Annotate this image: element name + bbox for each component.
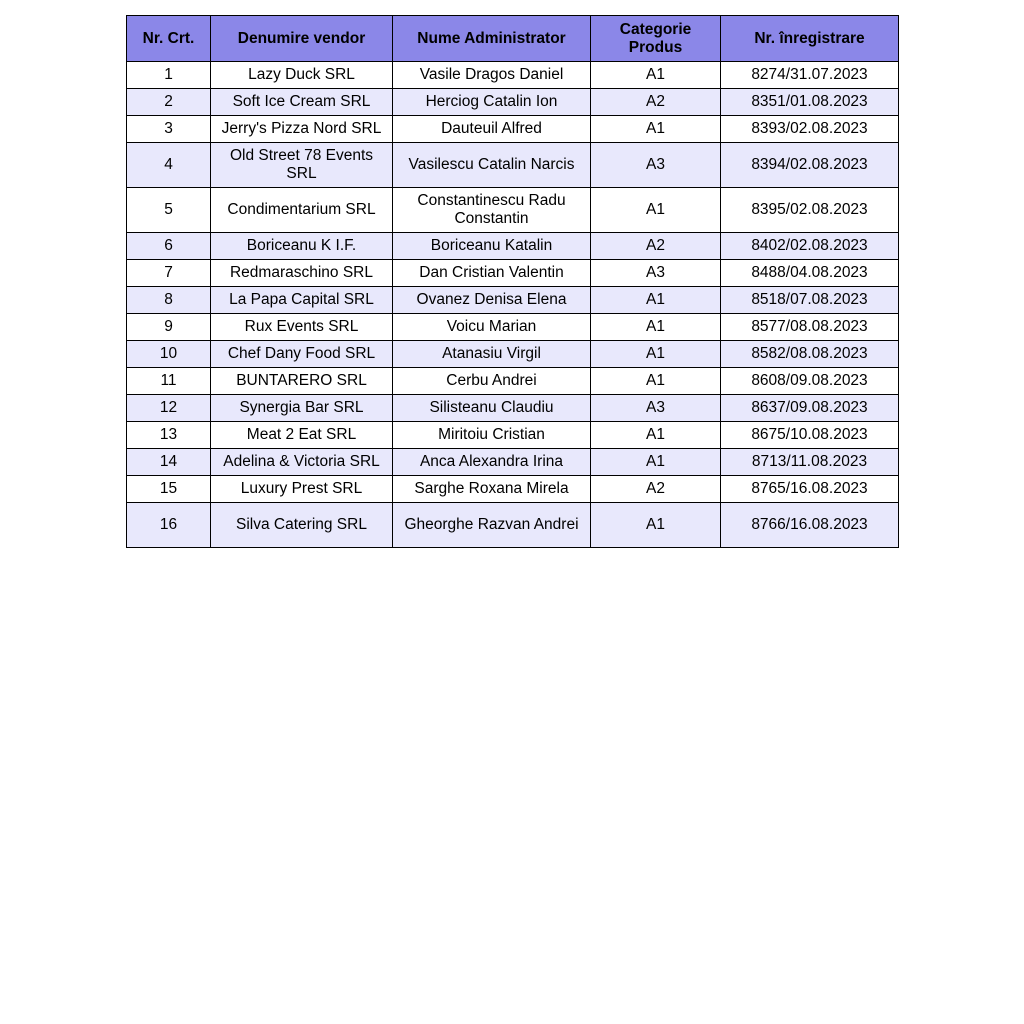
cell-vendor-name: Adelina & Victoria SRL: [211, 449, 393, 476]
cell-registration-number: 8395/02.08.2023: [721, 188, 899, 233]
cell-administrator: Silisteanu Claudiu: [393, 395, 591, 422]
cell-nr-crt: 4: [127, 143, 211, 188]
cell-administrator: Anca Alexandra Irina: [393, 449, 591, 476]
table-row: [127, 395, 899, 422]
cell-administrator: Atanasiu Virgil: [393, 341, 591, 368]
cell-administrator: Cerbu Andrei: [393, 368, 591, 395]
cell-product-category: A1: [591, 116, 721, 143]
cell-registration-number: 8637/09.08.2023: [721, 395, 899, 422]
cell-vendor-name: BUNTARERO SRL: [211, 368, 393, 395]
cell-vendor-name: La Papa Capital SRL: [211, 287, 393, 314]
cell-registration-number: 8582/08.08.2023: [721, 341, 899, 368]
table-row: [127, 143, 899, 188]
cell-product-category: A1: [591, 503, 721, 548]
table-row: [127, 422, 899, 449]
cell-registration-number: 8608/09.08.2023: [721, 368, 899, 395]
cell-administrator: Ovanez Denisa Elena: [393, 287, 591, 314]
cell-registration-number: 8766/16.08.2023: [721, 503, 899, 548]
cell-vendor-name: Synergia Bar SRL: [211, 395, 393, 422]
table-row: [127, 449, 899, 476]
cell-vendor-name: Lazy Duck SRL: [211, 62, 393, 89]
cell-product-category: A2: [591, 476, 721, 503]
cell-nr-crt: 7: [127, 260, 211, 287]
table-header: [127, 16, 899, 62]
cell-nr-crt: 12: [127, 395, 211, 422]
table-row: [127, 287, 899, 314]
cell-nr-crt: 16: [127, 503, 211, 548]
table-row: [127, 368, 899, 395]
cell-vendor-name: Luxury Prest SRL: [211, 476, 393, 503]
cell-administrator: Voicu Marian: [393, 314, 591, 341]
vendor-table: [126, 15, 899, 548]
cell-administrator: Dan Cristian Valentin: [393, 260, 591, 287]
cell-nr-crt: 15: [127, 476, 211, 503]
cell-product-category: A1: [591, 368, 721, 395]
table-row: [127, 89, 899, 116]
cell-registration-number: 8393/02.08.2023: [721, 116, 899, 143]
cell-registration-number: 8402/02.08.2023: [721, 233, 899, 260]
cell-product-category: A1: [591, 449, 721, 476]
table-row: [127, 233, 899, 260]
cell-administrator: Miritoiu Cristian: [393, 422, 591, 449]
cell-product-category: A3: [591, 260, 721, 287]
cell-product-category: A1: [591, 314, 721, 341]
cell-vendor-name: Silva Catering SRL: [211, 503, 393, 548]
table-row: [127, 260, 899, 287]
cell-vendor-name: Boriceanu K I.F.: [211, 233, 393, 260]
cell-nr-crt: 11: [127, 368, 211, 395]
cell-registration-number: 8675/10.08.2023: [721, 422, 899, 449]
cell-nr-crt: 3: [127, 116, 211, 143]
cell-product-category: A2: [591, 89, 721, 116]
cell-vendor-name: Old Street 78 Events SRL: [211, 143, 393, 188]
cell-vendor-name: Condimentarium SRL: [211, 188, 393, 233]
header-row: [127, 16, 899, 62]
cell-registration-number: 8351/01.08.2023: [721, 89, 899, 116]
cell-product-category: A2: [591, 233, 721, 260]
column-header-vendor-name: Denumire vendor: [211, 16, 393, 62]
cell-registration-number: 8518/07.08.2023: [721, 287, 899, 314]
cell-administrator: Herciog Catalin Ion: [393, 89, 591, 116]
cell-product-category: A1: [591, 287, 721, 314]
cell-product-category: A1: [591, 188, 721, 233]
cell-nr-crt: 10: [127, 341, 211, 368]
column-header-administrator: Nume Administrator: [393, 16, 591, 62]
column-header-nr-crt: Nr. Crt.: [127, 16, 211, 62]
cell-vendor-name: Jerry's Pizza Nord SRL: [211, 116, 393, 143]
cell-registration-number: 8274/31.07.2023: [721, 62, 899, 89]
column-header-product-category: Categorie Produs: [591, 16, 721, 62]
cell-nr-crt: 6: [127, 233, 211, 260]
cell-nr-crt: 9: [127, 314, 211, 341]
cell-administrator: Vasile Dragos Daniel: [393, 62, 591, 89]
cell-nr-crt: 2: [127, 89, 211, 116]
cell-vendor-name: Chef Dany Food SRL: [211, 341, 393, 368]
cell-administrator: Constantinescu Radu Constantin: [393, 188, 591, 233]
table-row: [127, 476, 899, 503]
cell-administrator: Dauteuil Alfred: [393, 116, 591, 143]
cell-registration-number: 8765/16.08.2023: [721, 476, 899, 503]
cell-vendor-name: Redmaraschino SRL: [211, 260, 393, 287]
table-row: [127, 116, 899, 143]
cell-registration-number: 8577/08.08.2023: [721, 314, 899, 341]
cell-administrator: Boriceanu Katalin: [393, 233, 591, 260]
cell-registration-number: 8488/04.08.2023: [721, 260, 899, 287]
cell-registration-number: 8713/11.08.2023: [721, 449, 899, 476]
table-row: [127, 62, 899, 89]
cell-vendor-name: Rux Events SRL: [211, 314, 393, 341]
cell-administrator: Vasilescu Catalin Narcis: [393, 143, 591, 188]
cell-product-category: A1: [591, 422, 721, 449]
cell-product-category: A1: [591, 62, 721, 89]
cell-product-category: A3: [591, 395, 721, 422]
cell-nr-crt: 13: [127, 422, 211, 449]
cell-registration-number: 8394/02.08.2023: [721, 143, 899, 188]
cell-administrator: Gheorghe Razvan Andrei: [393, 503, 591, 548]
table-row: [127, 188, 899, 233]
table-body: [127, 62, 899, 548]
cell-nr-crt: 1: [127, 62, 211, 89]
cell-vendor-name: Meat 2 Eat SRL: [211, 422, 393, 449]
table-row: [127, 314, 899, 341]
cell-vendor-name: Soft Ice Cream SRL: [211, 89, 393, 116]
cell-nr-crt: 14: [127, 449, 211, 476]
cell-nr-crt: 8: [127, 287, 211, 314]
table-row: [127, 503, 899, 548]
column-header-registration-number: Nr. înregistrare: [721, 16, 899, 62]
cell-product-category: A1: [591, 341, 721, 368]
table-row: [127, 341, 899, 368]
cell-product-category: A3: [591, 143, 721, 188]
cell-nr-crt: 5: [127, 188, 211, 233]
cell-administrator: Sarghe Roxana Mirela: [393, 476, 591, 503]
